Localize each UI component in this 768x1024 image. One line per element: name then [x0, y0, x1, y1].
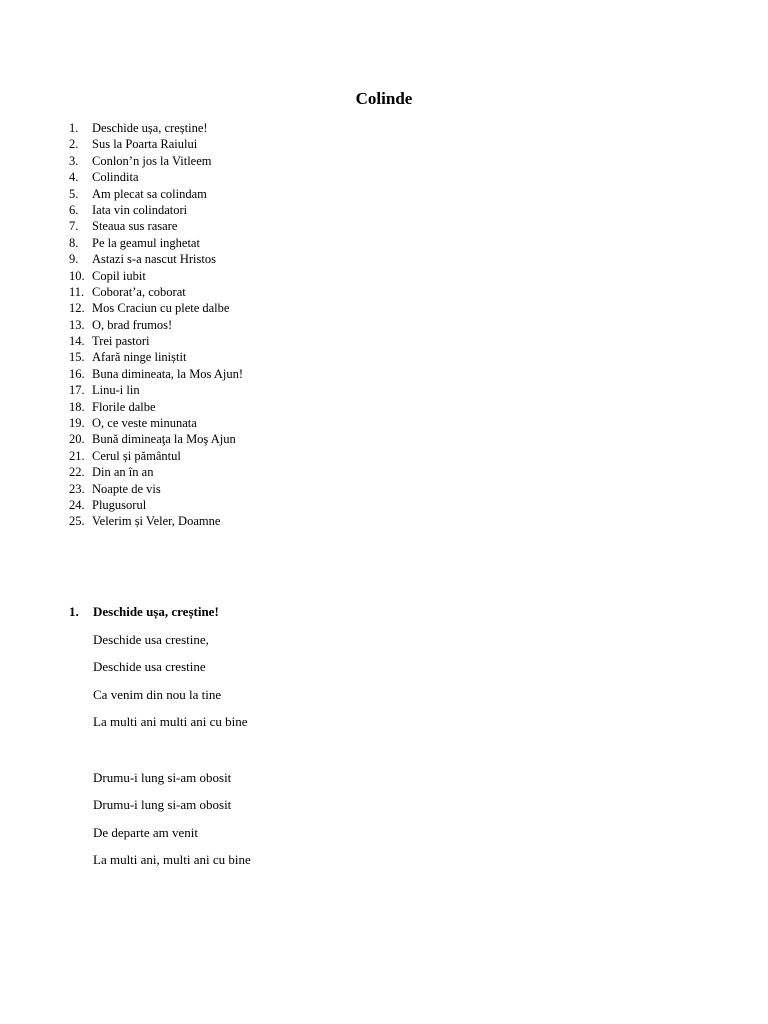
toc-item-title: Astazi s-a nascut Hristos: [92, 252, 216, 267]
toc-item-number: 12.: [69, 301, 85, 316]
toc-item: [69, 300, 243, 316]
toc-item-title: Copil iubit: [92, 268, 146, 283]
toc-item-title: Afară ninge liniștit: [92, 350, 187, 365]
toc-item: [69, 186, 243, 202]
toc-item-number: 21.: [69, 448, 85, 463]
toc-item-number: 22.: [69, 465, 85, 480]
song-section: [69, 603, 251, 869]
stanza-spacer: [69, 731, 251, 759]
toc-item: [69, 333, 243, 349]
document-title: Colinde: [355, 89, 413, 108]
lyric-line: Ca venim din nou la tine: [93, 686, 222, 702]
toc-item-title: Mos Craciun cu plete dalbe: [92, 301, 230, 316]
toc-item-number: 15.: [69, 350, 85, 365]
toc-item-title: Coborat’a, coborat: [92, 284, 186, 299]
song-stanza: [93, 769, 251, 870]
toc-item: [69, 366, 243, 382]
toc-item-number: 8.: [69, 235, 79, 250]
toc-item: [69, 153, 243, 169]
toc-item: [69, 513, 243, 529]
song-title: Deschide ușa, creștine!: [93, 604, 219, 619]
toc-item: [69, 202, 243, 218]
lyric-line: Drumu-i lung si-am obosit: [93, 797, 232, 812]
toc-item-title: Buna dimineata, la Mos Ajun!: [92, 366, 244, 381]
lyric-line: De departe am venit: [93, 824, 199, 840]
toc-item-number: 4.: [69, 170, 79, 185]
toc-item-title: Conlon’n jos la Vitleem: [92, 153, 212, 168]
toc-item: [69, 382, 243, 398]
toc-item-title: Iata vin colindatori: [92, 202, 188, 217]
toc-item-title: Trei pastori: [92, 334, 150, 349]
song-stanza: [93, 631, 251, 732]
toc-item-title: Sus la Poarta Raiului: [92, 137, 198, 152]
toc-item: [69, 235, 243, 251]
toc-item-number: 13.: [69, 317, 85, 332]
toc-item: [69, 120, 243, 136]
toc-item-number: 18.: [69, 399, 85, 414]
toc-item-title: Linu-i lin: [92, 383, 140, 398]
toc-item-number: 1.: [69, 121, 79, 135]
toc-item: [69, 481, 243, 497]
toc-item: [69, 464, 243, 480]
lyric-line: La multi ani multi ani cu bine: [93, 714, 248, 729]
song-number: 1.: [69, 604, 79, 619]
toc-item-number: 25.: [69, 514, 85, 529]
toc-item-title: Velerim și Veler, Doamne: [92, 514, 221, 529]
song-heading: [69, 603, 251, 621]
toc-item-number: 14.: [69, 334, 85, 349]
toc-item: [69, 399, 243, 415]
toc-item: [69, 218, 243, 234]
toc-item-number: 19.: [69, 416, 85, 431]
toc-item: [69, 448, 243, 464]
toc-item: [69, 284, 243, 300]
toc-item-title: Am plecat sa colindam: [92, 186, 207, 201]
toc-item-number: 20.: [69, 432, 85, 447]
toc-item: [69, 169, 243, 185]
toc-item-title: Plugusorul: [92, 497, 147, 512]
toc-item-number: 16.: [69, 366, 85, 381]
toc-item-number: 9.: [69, 252, 79, 267]
toc-item: [69, 415, 243, 431]
lyric-line: Drumu-i lung si-am obosit: [93, 769, 232, 785]
toc-item-title: O, ce veste minunata: [92, 416, 197, 431]
toc-item: [69, 497, 243, 513]
toc-item-title: Florile dalbe: [92, 399, 156, 414]
toc-item-title: Bună dimineaţa la Moş Ajun: [92, 432, 236, 447]
toc-item-title: Steaua sus rasare: [92, 219, 178, 234]
toc-item-title: Din an în an: [92, 465, 154, 480]
toc-item-number: 5.: [69, 186, 79, 201]
toc-item-number: 6.: [69, 202, 79, 217]
toc-item-title: O, brad frumos!: [92, 317, 173, 332]
toc-item-number: 24.: [69, 497, 85, 512]
toc-item-title: Noapte de vis: [92, 481, 161, 496]
toc-item-number: 2.: [69, 137, 79, 152]
toc-item: [69, 431, 243, 447]
toc-item-number: 23.: [69, 481, 85, 496]
toc-item: [69, 268, 243, 284]
toc-item-number: 10.: [69, 268, 85, 283]
lyric-line: La multi ani, multi ani cu bine: [93, 852, 251, 867]
toc-item-number: 3.: [69, 153, 79, 168]
toc-item: [69, 251, 243, 267]
toc-item-title: Deschide ușa, creștine!: [92, 121, 208, 135]
toc-item-title: Pe la geamul inghetat: [92, 235, 200, 250]
toc-item-number: 11.: [69, 284, 85, 299]
toc-item: [69, 136, 243, 152]
toc-item-title: Colindita: [92, 170, 139, 185]
lyric-line: Deschide usa crestine: [93, 659, 206, 674]
toc-item: [69, 349, 243, 365]
toc-item: [69, 317, 243, 333]
table-of-contents: [69, 120, 243, 530]
toc-item-number: 17.: [69, 383, 85, 398]
toc-item-number: 7.: [69, 219, 79, 234]
toc-item-title: Cerul și pământul: [92, 448, 181, 463]
lyric-line: Deschide usa crestine,: [93, 631, 209, 647]
